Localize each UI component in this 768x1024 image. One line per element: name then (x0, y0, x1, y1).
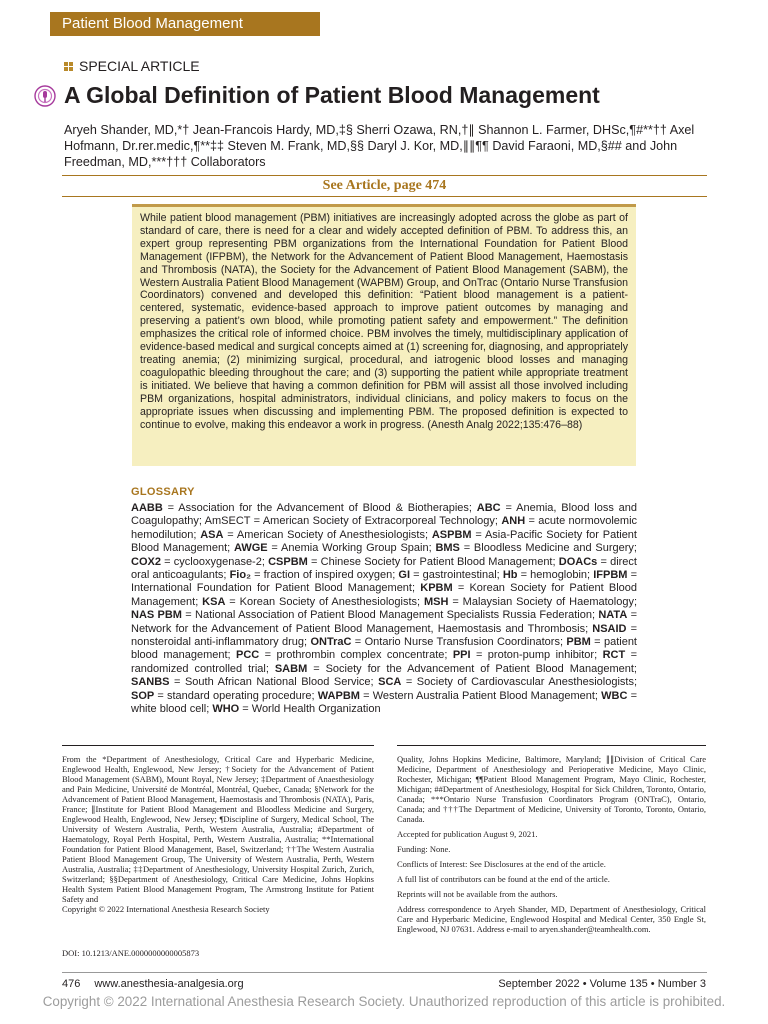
glossary-definition: = Anemia Working Group Spain; (267, 542, 436, 555)
glossary-definition: = Malaysian Society of Haematology; (448, 595, 638, 608)
author-list: Aryeh Shander, MD,*† Jean-Francois Hardy, MD,‡§ Sherri Ozawa, RN,†∥ Shannon L. Farmer, DHSc,¶#**†† Axel Hofmann, Dr.rer.medic,¶**‡‡ Steven M. Frank, MD,§§ Daryl J. Kor, MD,∥∥¶¶ David Faraoni, MD,§## and John Freedman, MD,***††† Collaborators (64, 123, 695, 169)
glossary-entry (200, 529, 432, 541)
contributors-note: A full list of contributors can be found at the end of the article. (397, 874, 610, 884)
glossary-term: NATA (598, 609, 628, 622)
glossary-definition: = standard operating procedure; (154, 689, 318, 702)
glossary-entry (131, 690, 318, 702)
affiliations-right (397, 754, 706, 939)
glossary-definition: = Society for the Advancement of Patient Blood Management; (307, 662, 637, 675)
glossary (131, 502, 637, 717)
reprints-note: Reprints will not be available from the authors. (397, 889, 558, 899)
glossary-term: KPBM (420, 582, 453, 595)
glossary-entry (131, 676, 378, 688)
copyright-line: Copyright © 2022 International Anesthesia Research Society (62, 904, 270, 914)
glossary-definition: = prothrombin complex concentrate; (259, 649, 453, 662)
issue-info: September 2022 • Volume 135 • Number 3 (498, 978, 706, 990)
glossary-definition: = fraction of inspired oxygen; (250, 569, 399, 582)
glossary-definition: = proton-pump inhibitor; (470, 649, 603, 662)
copyright-notice: Copyright © 2022 International Anesthesia Research Society. Unauthorized reproduction of this article is prohibited. (42, 994, 726, 1009)
glossary-definition: = cyclooxygenase-2; (160, 555, 269, 568)
glossary-definition: = nonsteroidal anti-inflammatory drug; (131, 622, 638, 649)
glossary-definition: = Society of Cardiovascular Anesthesiologists; (401, 676, 637, 689)
see-article-link[interactable]: See Article, page 474 (322, 178, 447, 193)
glossary-term: WHO (212, 703, 240, 716)
glossary-definition: = International Foundation for Patient Blood Management; (131, 569, 638, 595)
glossary-entry (318, 690, 601, 702)
accepted-date: Accepted for publication August 9, 2021. (397, 829, 538, 839)
article-type-label: SPECIAL ARTICLE (79, 58, 200, 74)
glossary-definition: = direct oral anticoagulants; (131, 555, 637, 582)
glossary-definition: = acute normovolemic hemodilution; (131, 515, 638, 541)
glossary-term: COX2 (131, 555, 161, 568)
glossary-entry (435, 542, 637, 554)
glossary-definition: = white blood cell; (131, 689, 637, 716)
correspondence: Address correspondence to Aryeh Shander, MD, Department of Anesthesiology, Critical Care and Hyperbaric Medicine, Englewood Hospital and Medical Center, 350 Engle St, Englewood, NJ 07631. Address e-mail to aryen.shander@teamhealth.com. (397, 904, 706, 934)
glossary-entry (378, 676, 637, 688)
glossary-term: AWGE (234, 542, 268, 555)
divider (397, 745, 706, 746)
glossary-entry (230, 569, 399, 581)
glossary-term: SABM (274, 662, 308, 675)
article-type (64, 58, 200, 74)
glossary-definition: = Western Australia Patient Blood Management; (359, 689, 602, 702)
glossary-definition: = South African National Blood Service; (169, 676, 379, 689)
glossary-term: ABC (476, 502, 501, 514)
glossary-entry (131, 609, 598, 621)
glossary-heading: GLOSSARY (131, 486, 195, 498)
glossary-definition: = randomized controlled trial; (131, 649, 637, 675)
glossary-definition: = hemoglobin; (517, 569, 594, 582)
glossary-term: SOP (131, 689, 155, 702)
glossary-term: DOACs (558, 555, 598, 568)
glossary-entry (398, 569, 502, 581)
title-row (34, 82, 600, 109)
affiliations-text: Quality, Johns Hopkins Medicine, Baltimore, Maryland; ∥∥Division of Critical Care Medicine, Department of Anesthesiology and Perioperative Medicine, Mayo Clinic, Rochester, Michigan; ¶¶Patient Blood Management Program, Mayo Clinic, Rochester, Michigan; ##Department of Anesthesiology, Hospital for Sick Children, Toronto, Ontario, Canada; ***Ontario Nurse Transfusion Coordinators Program (ONTraC), Ontario, Canada; and †††The Department of Medicine, University of Toronto, Toronto, Ontario, Canada. (397, 754, 706, 824)
affiliations-text: From the *Department of Anesthesiology, Critical Care and Hyperbaric Medicine, Englewood Health, Englewood, New Jersey; †Society for the Advancement of Patient Blood Management (SABM), Mount Royal, New Jersey; ‡Department of Anaesthesiology and Pain Medicine, Université de Montréal, Montréal, Quebec, Canada; §Network for the Advancement of Patient Blood Management, Haemostasis and Thrombosis (NATA), Paris, France; ∥Institute for Patient Blood Management and Bloodless Medicine and Surgery, Englewood Health, Englewood, New Jersey; ¶Discipline of Surgery, Medical School, The University of Western Australia, Perth, Western Australia, Australia; #Department of Haematology, Royal Perth Hospital, Perth, Western Australia, Australia; **International Foundation for Patient Blood Management, Basel, Switzerland; ††The Western Australia Patient Blood Management Group, The University of Western Australia, Perth, Western Australia, Australia; ‡‡Department of Anesthesiology, University Hospital Zurich, Zurich, Switzerland; §§Department of Anesthesiology, Critical Care Medicine, Johns Hopkins Health System Patient Blood Management Program, The Armstrong Institute for Patient Safety and (62, 754, 374, 904)
glossary-term: Hb (502, 569, 518, 582)
glossary-entry (503, 569, 593, 581)
glossary-term: IFPBM (593, 569, 628, 582)
podcast-icon[interactable] (34, 85, 56, 107)
glossary-definition: = American Society of Anesthesiologists; (223, 528, 432, 541)
glossary-term: SANBS (131, 676, 170, 689)
page-number: 476 (62, 978, 81, 990)
glossary-definition: = gastrointestinal; (410, 569, 503, 582)
glossary-term: ANH (501, 515, 526, 528)
divider (62, 175, 707, 176)
glossary-entry (131, 556, 268, 568)
divider (62, 972, 707, 973)
glossary-term: ONTraC (310, 636, 352, 649)
affiliations-left (62, 754, 374, 914)
glossary-term: BMS (435, 542, 460, 555)
conflicts: Conflicts of Interest: See Disclosures at the end of the article. (397, 859, 606, 869)
glossary-definition: = Bloodless Medicine and Surgery; (459, 542, 637, 555)
glossary-definition: = Anemia, Blood loss and Coagulopathy; AmSECT = American Society of Extracorporeal Technology; (131, 502, 638, 528)
glossary-term: PPI (452, 649, 471, 662)
glossary-term: AABB (131, 502, 163, 514)
glossary-term: ASA (200, 528, 224, 541)
glossary-entry (212, 703, 380, 715)
section-banner: Patient Blood Management (50, 12, 320, 36)
glossary-term: SCA (378, 676, 402, 689)
glossary-term: RCT (602, 649, 626, 662)
glossary-term: NAS PBM (131, 609, 182, 622)
glossary-term: KSA (202, 595, 226, 608)
glossary-term: ASPBM (431, 528, 472, 541)
glossary-term: PBM (566, 636, 591, 649)
glossary-definition: = Korean Society for Patient Blood Management; (131, 582, 637, 608)
divider (62, 745, 374, 746)
glossary-term: WBC (601, 689, 628, 702)
glossary-term: PCC (235, 649, 260, 662)
glossary-entry (268, 556, 559, 568)
doi[interactable]: DOI: 10.1213/ANE.0000000000005873 (62, 948, 200, 958)
glossary-term: WAPBM (317, 689, 360, 702)
glossary-entry (131, 502, 477, 514)
glossary-definition: = Network for the Advancement of Patient Blood Management, Haemostasis and Thrombosis; (131, 609, 638, 635)
glossary-term: GI (398, 569, 411, 582)
glossary-term: MSH (424, 595, 449, 608)
footer-left (62, 978, 244, 990)
funding: Funding: None. (397, 844, 451, 854)
glossary-definition: = Association for the Advancement of Blood & Biotherapies; (162, 502, 477, 514)
divider (62, 196, 707, 197)
glossary-term: CSPBM (268, 555, 308, 568)
glossary-definition: = World Health Organization (239, 703, 381, 716)
glossary-entry (234, 542, 435, 554)
glossary-entry (202, 596, 424, 608)
glossary-entry (453, 649, 603, 661)
glossary-entry (236, 649, 453, 661)
glossary-definition: = Asia-Pacific Society for Patient Blood Management; (131, 528, 637, 555)
glossary-definition: = patient blood management; (131, 636, 637, 662)
abstract: While patient blood management (PBM) initiatives are increasingly adopted across the globe as part of standard of care, there is need for a clear and widely accepted definition of PBM. To address this, an expert group representing PBM organizations from the International Foundation for Patient Blood Management (IFPBM), the Network for the Advancement of Patient Blood Management, Haemostasis and Thrombosis (NATA), the Society for the Advancement of Patient Blood Management (SABM), the Western Australia Patient Blood Management (WAPBM) Group, and OnTrac (Ontario Nurse Transfusion Coordinators) convened and developed this definition: “Patient blood management is a patient-centered, systematic, evidence-based approach to improve patient outcomes by managing and preserving a patient’s own blood, while promoting patient safety and empowerment.” The definition emphasizes the critical role of informed choice. PBM involves the timely, multidisciplinary application of evidence-based medical and surgical concepts aimed at (1) screening for, diagnosing, and appropriately treating anemia; (2) minimizing surgical, procedural, and iatrogenic blood losses and managing coagulopathic bleeding throughout the care; and (3) supporting the patient while appropriate treatment is initiated. We believe that having a common definition for PBM will assist all those involved including PBM organizations, hospital administrators, individual clinicians, and policy makers to focus on the appropriate issues when discussing and implementing PBM. The proposed definition is expected to continue to evolve, making this endeavor a work in progress. (Anesth Analg 2022;135:476–88) (132, 204, 636, 466)
glossary-entry (424, 596, 637, 608)
glossary-definition: = National Association of Patient Blood Management Specialists Russia Federation; (181, 609, 599, 622)
section-squares-icon (64, 62, 73, 71)
glossary-entry (275, 663, 637, 675)
glossary-entry (310, 636, 566, 648)
glossary-term: NSAID (592, 622, 627, 635)
glossary-term: Fio₂ (229, 569, 251, 582)
journal-website[interactable]: www.anesthesia-analgesia.org (94, 978, 244, 990)
article-title: A Global Definition of Patient Blood Management (64, 82, 600, 108)
glossary-definition: = Korean Society of Anesthesiologists; (225, 595, 424, 608)
glossary-definition: = Chinese Society for Patient Blood Management; (307, 555, 559, 568)
glossary-definition: = Ontario Nurse Transfusion Coordinators; (351, 636, 567, 649)
